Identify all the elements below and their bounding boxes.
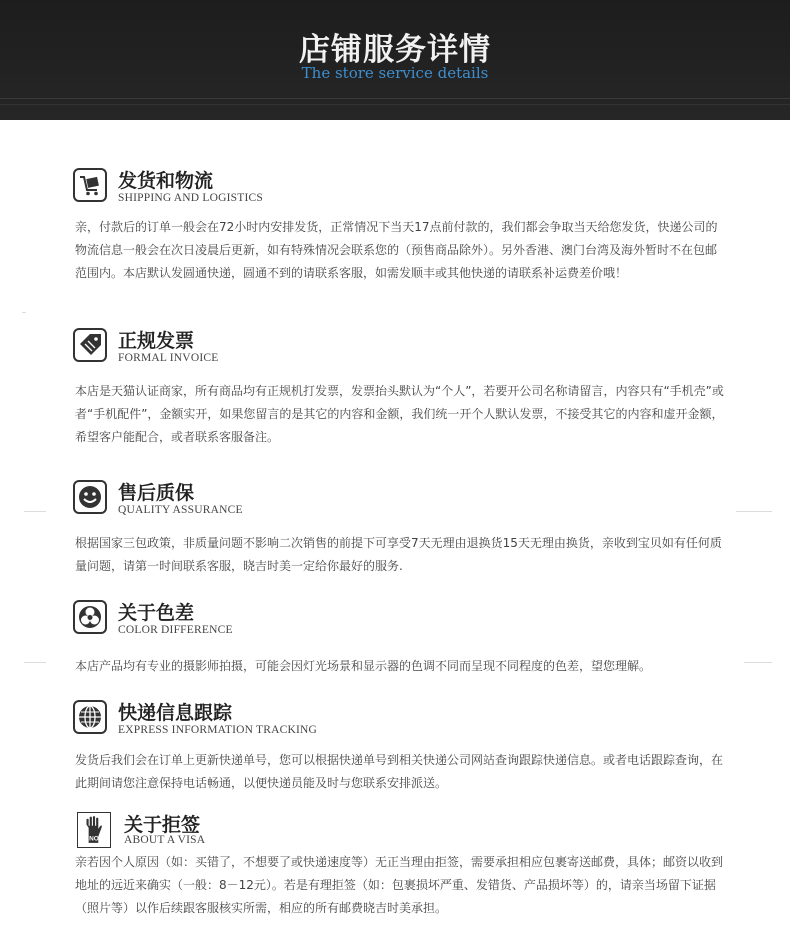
header-divider [0, 104, 790, 105]
section-subtitle: ABOUT A VISA [124, 834, 206, 846]
header-divider [0, 98, 790, 99]
section-subtitle: FORMAL INVOICE [118, 352, 219, 364]
section-text: 本店产品均有专业的摄影师拍摄，可能会因灯光场景和显示器的色调不同而呈现不同程度的色差，望您理解。 [75, 659, 652, 673]
decorative-line [22, 312, 26, 313]
section-text: 发货后我们会在订单上更新快递单号，您可以根据快递单号到相关快递公司网站查询跟踪快递信息。或者电话跟踪查询，在此期间请您注意保持电话畅通，以便快递员能及时与您联系安排派送。 [75, 753, 724, 790]
decorative-line [24, 511, 46, 512]
section-text: 亲，付款后的订单一般会在72小时内安排发货，正常情况下当天17点前付款的，我们都会争取当天给您发货，快递公司的物流信息一般会在次日凌晨后更新，如有特殊情况会联系您的（预售商品除外）。另外香港、澳门台湾及海外暂时不在包邮范围内。本店默认发圆通快递，圆通不到的请联系客服，如需发顺丰或其他快递的请联系补运费差价哦！ [75, 220, 718, 280]
decorative-line [744, 662, 772, 663]
stop-hand-label: NO [89, 835, 99, 843]
section-title: 关于色差 [118, 602, 195, 624]
section-subtitle: QUALITY ASSURANCE [118, 504, 243, 516]
page-header [0, 0, 790, 120]
section-text: 亲若因个人原因（如：买错了，不想要了或快递速度等）无正当理由拒签，需要承担相应包裹寄送邮费，具体；邮资以收到地址的远近来确实（一般：8－12元）。若是有理拒签（如：包裹损坏严重、发错货、产品损坏等）的，请亲当场留下证据（照片等）以作后续跟客服核实所需，相应的所有邮费晓吉时美承担。 [75, 855, 724, 915]
section-text: 本店是天猫认证商家，所有商品均有正规机打发票，发票抬头默认为“个人”，若要开公司名称请留言，内容只有“手机壳”或者“手机配件”，金额实开，如果您留言的是其它的内容和金额，我们统一开个人默认发票，不接受其它的内容和虚开金额，希望客户能配合，或者联系客服备注。 [75, 384, 724, 444]
section-title: 发货和物流 [118, 170, 214, 192]
section-title: 售后质保 [118, 482, 195, 504]
section-title: 关于拒签 [124, 814, 201, 836]
tag-icon [73, 328, 107, 362]
color-wheel-icon [73, 600, 107, 634]
section-subtitle: COLOR DIFFERENCE [118, 624, 233, 636]
page-title: 店铺服务详情 [299, 32, 491, 68]
decorative-line [24, 662, 46, 663]
stop-hand-icon [77, 812, 111, 848]
cart-icon [73, 168, 107, 202]
section-subtitle: EXPRESS INFORMATION TRACKING [118, 724, 317, 736]
section-title: 快递信息跟踪 [118, 702, 233, 724]
section-title: 正规发票 [118, 330, 195, 352]
section-text: 根据国家三包政策，非质量问题不影响二次销售的前提下可享受7天无理由退换货15天无理由换货，亲收到宝贝如有任何质量问题，请第一时间联系客服，晓吉时美一定给你最好的服务. [75, 536, 722, 573]
page-subtitle: The store service details [301, 64, 489, 82]
decorative-line [736, 511, 772, 512]
globe-icon [73, 700, 107, 734]
section-subtitle: SHIPPING AND LOGISTICS [118, 192, 263, 204]
smiley-icon [73, 480, 107, 514]
